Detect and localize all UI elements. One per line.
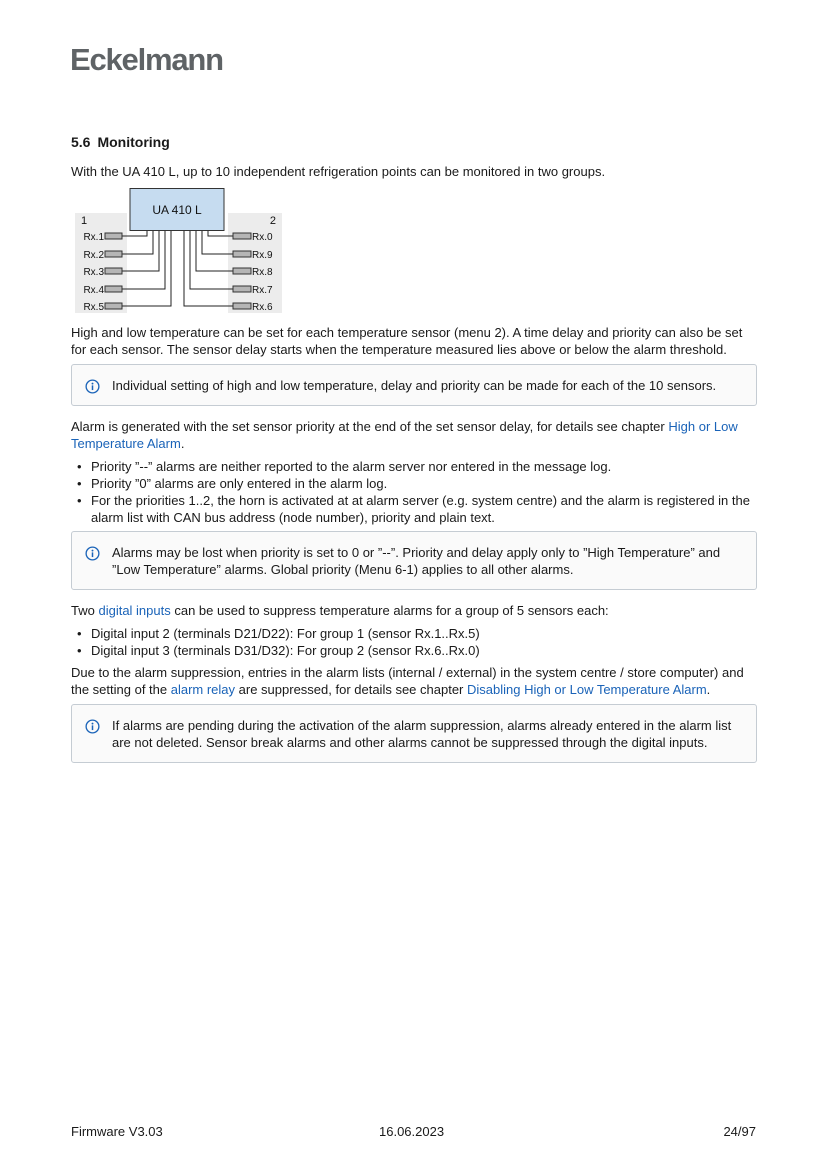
link-high-low-temp-alarm[interactable]: High or Low Temperature Alarm — [71, 419, 738, 451]
link-alarm-relay[interactable]: alarm relay — [170, 682, 236, 697]
footer-date: 16.06.2023 — [379, 1124, 445, 1139]
info-icon — [85, 546, 100, 561]
sensor-label: Rx.0 — [252, 232, 273, 243]
info-note — [71, 704, 757, 763]
sensor-connector — [105, 233, 122, 239]
group-1-label: 1 — [81, 215, 88, 227]
page-content — [71, 133, 757, 775]
priority-list — [71, 458, 757, 526]
group-2-label: 2 — [269, 215, 276, 227]
sensor-label: Rx.1 — [83, 232, 104, 243]
sensor-label: Rx.6 — [252, 302, 273, 313]
list-item: • For the priorities 1..2, the horn is activated at at alarm server (e.g. system centre) and the alarm is registered in the alarm list with CAN bus address (node number), priority and plain text. — [71, 492, 757, 526]
sensor-label: Rx.4 — [83, 285, 104, 296]
footer-page-number: 24/97 — [723, 1124, 756, 1139]
sensor-connector — [105, 303, 122, 309]
list-item: • Priority ”--” alarms are neither reported to the alarm server nor entered in the message log. — [71, 458, 757, 475]
sensor-label: Rx.5 — [83, 302, 104, 313]
eckelmann-logo: Eckelmann — [70, 42, 223, 77]
text: . — [706, 682, 711, 697]
paragraph-suppression — [71, 664, 757, 698]
info-note — [71, 531, 757, 590]
paragraph-digital-inputs — [71, 602, 757, 619]
footer-firmware: Firmware V3.03 — [71, 1124, 163, 1139]
list-item: • Priority ”0” alarms are only entered in the alarm log. — [71, 475, 757, 492]
text: Two — [71, 603, 99, 618]
section-title: Monitoring — [97, 134, 170, 150]
device-label: UA 410 L — [152, 203, 202, 217]
wire — [184, 230, 233, 306]
text: Due to the alarm suppression, entries in the alarm lists (internal / external) in the system centre / store computer) and the setting of the — [71, 665, 744, 697]
intro-text: With the UA 410 L, up to 10 independent refrigeration points can be monitored in two groups. — [71, 164, 606, 179]
link-disabling-alarm[interactable]: Disabling High or Low Temperature Alarm — [467, 682, 707, 697]
note-text: Alarms may be lost when priority is set to 0 or ”--”. Priority and delay apply only to ”High Temperature” and ”Low Temperature” alarms. Global priority (Menu 6-1) applies to all other alarms. — [112, 545, 721, 577]
sensor-connector — [233, 303, 251, 309]
list-item: • Digital input 3 (terminals D31/D32): For group 2 (sensor Rx.6..Rx.0) — [71, 642, 757, 659]
sensor-label: Rx.9 — [252, 250, 273, 261]
sensor-connector — [105, 286, 122, 292]
paragraph-alarm — [71, 418, 757, 452]
sensor-connector — [233, 251, 251, 257]
group-1-panel — [75, 213, 127, 313]
sensor-connector — [233, 286, 251, 292]
text: can be used to suppress temperature alarms for a group of 5 sensors each: — [170, 603, 609, 618]
list-item: • Digital input 2 (terminals D21/D22): For group 1 (sensor Rx.1..Rx.5) — [71, 625, 757, 642]
sensor-diagram — [75, 188, 283, 314]
info-icon — [85, 719, 100, 734]
sensor-label: Rx.3 — [83, 267, 104, 278]
text: . — [180, 436, 185, 451]
sensor-label: Rx.8 — [252, 267, 273, 278]
digital-input-list — [71, 625, 757, 659]
sensor-label: Rx.2 — [83, 250, 104, 261]
section-heading — [71, 133, 757, 151]
sensor-connector — [105, 251, 122, 257]
paragraph-settings: High and low temperature can be set for each temperature sensor (menu 2). A time delay and priority can also be set for each sensor. The sensor delay starts when the temperature measured lies above or below the alarm threshold. — [71, 325, 743, 357]
sensor-connector — [233, 233, 251, 239]
section-number: 5.6 — [71, 134, 91, 150]
sensor-label: Rx.7 — [252, 285, 273, 296]
note-text: If alarms are pending during the activation of the alarm suppression, alarms already entered in the alarm list are not deleted. Sensor break alarms and other alarms cannot be suppressed through the digital inputs. — [112, 718, 732, 750]
wire — [122, 230, 171, 306]
note-text: Individual setting of high and low temperature, delay and priority can be made for each of the 10 sensors. — [112, 378, 717, 393]
group-2-panel — [228, 213, 282, 313]
text: Alarm is generated with the set sensor priority at the end of the set sensor delay, for details see chapter — [71, 419, 669, 434]
link-digital-inputs[interactable]: digital inputs — [98, 603, 171, 618]
text: are suppressed, for details see chapter — [235, 682, 467, 697]
info-icon — [85, 379, 100, 394]
info-note — [71, 364, 757, 406]
sensor-connector — [105, 268, 122, 274]
sensor-connector — [233, 268, 251, 274]
